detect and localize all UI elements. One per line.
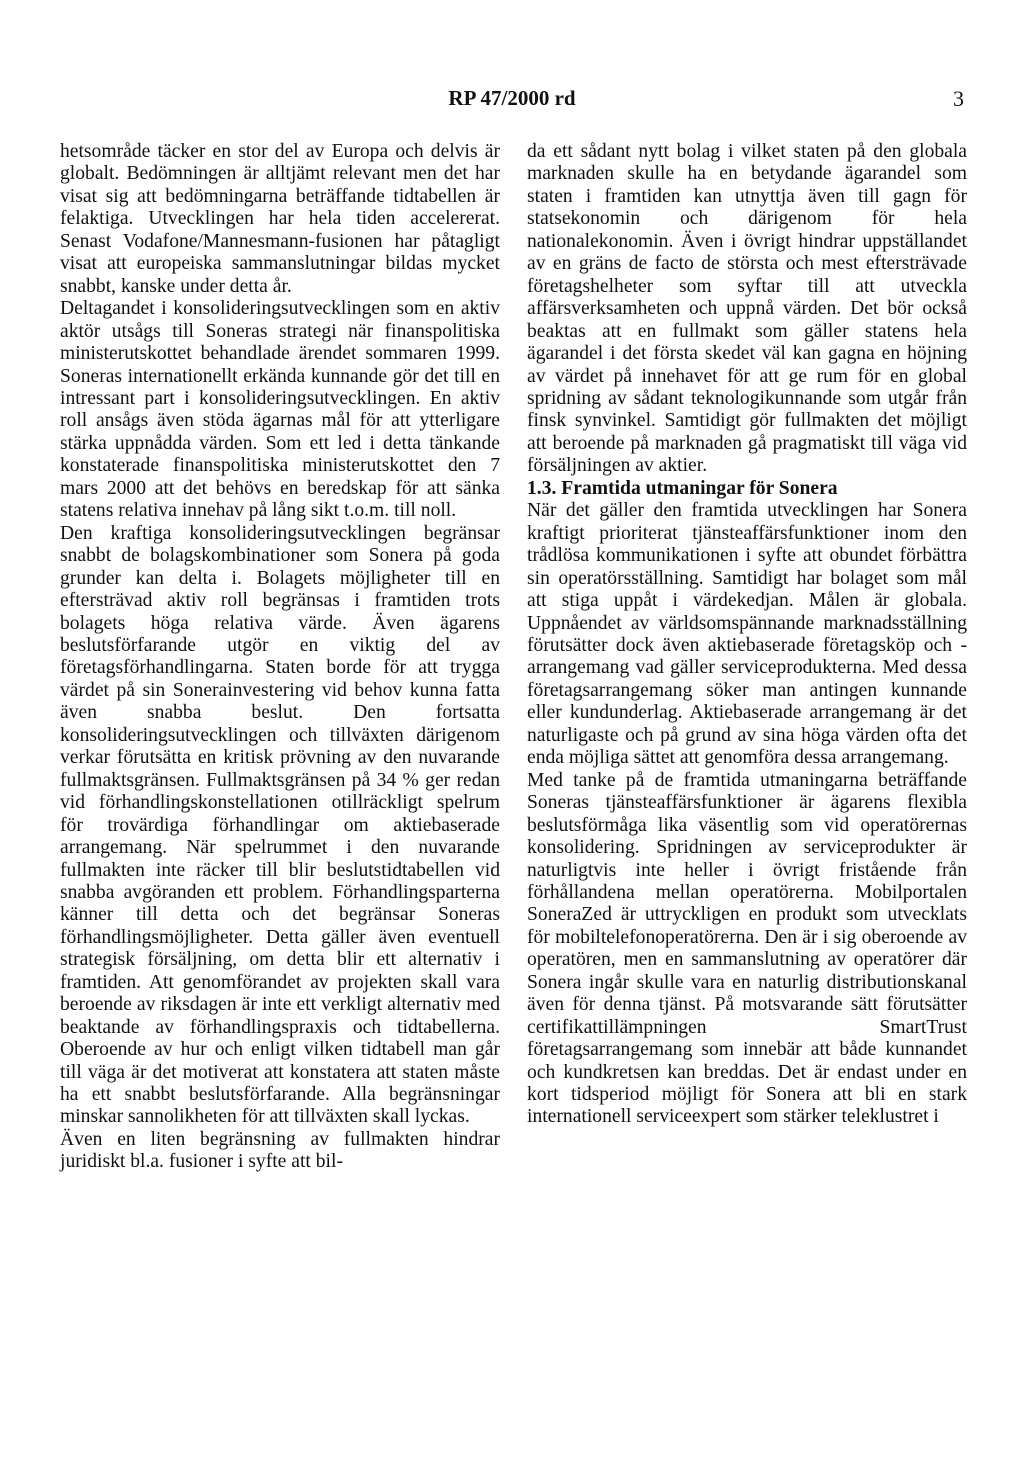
left-paragraph-4: Även en liten begränsning av fullmakten hindrar juridiskt bl.a. fusioner i syfte att bil- [60,1128,500,1173]
right-paragraph-2: När det gäller den framtida utvecklingen har Sonera kraftigt prioriterat tjänsteaffärsfunktioner inom den trådlösa kommunikationen i syfte att obundet förbättra sin operatörsställning. Samtidigt har bolaget som mål att stiga uppåt i värdekedjan. Målen är globala. Uppnåendet av världsomspännande marknadsställning förutsätter dock även aktiebaserade företagsköp och -arrangemang vad gäller serviceprodukterna. Med dessa företagsarrangemang söker man antingen kunnande eller kundunderlag. Aktiebaserade arrangemang är det naturligaste och på grund av sina höga värden ofta det enda möjliga sättet att genomföra dessa arrangemang. [527,500,967,769]
document-reference: RP 47/2000 rd [448,86,576,110]
page-number: 3 [953,86,964,111]
right-paragraph-1: da ett sådant nytt bolag i vilket staten på den globala marknaden skulle ha en betydande ägarandel som staten i framtiden kan utnyttja även till gagn för statsekonomin och därigenom för hela nationalekonomin. Även i övrigt hindrar uppställandet av en gräns de facto de största och mest eftersträvade företagshelheter som syftar till att utveckla affärsverksamheten och uppnå värden. Det bör också beaktas att en fullmakt som gäller statens hela ägarandel i det första skedet väl kan gagna en höjning av värdet på innehavet för att ge rum för en global spridning av sådant teknologikunnande som utgår från finsk synvinkel. Samtidigt gör fullmakten det möjligt att beroende på marknaden gå pragmatiskt till väga vid försäljningen av aktier. [527,141,967,477]
section-heading: 1.3. Framtida utmaningar för Sonera [527,477,838,499]
left-paragraph-2: Deltagandet i konsolideringsutvecklingen som en aktiv aktör utsågs till Soneras strategi när finanspolitiska ministerutskottet behandlade ärendet sommaren 1999. Soneras internationellt erkända kunnande gör det till en intressant part i konsolideringsutvecklingen. En aktiv roll ansågs även stöda ägarnas mål för att ytterligare stärka uppnådda värden. Som ett led i detta tänkande konstaterade finanspolitiska ministerutskottet den 7 mars 2000 att det behövs en beredskap för att sänka statens relativa innehav på lång sikt t.o.m. till noll. [60,298,500,522]
right-paragraph-3: Med tanke på de framtida utmaningarna beträffande Soneras tjänsteaffärsfunktioner är ägarens flexibla beslutsförmåga lika väsentlig som vid operatörernas konsolidering. Spridningen av serviceprodukter är naturligtvis inte heller i övrigt fristående från förhållandena mellan operatörerna. Mobilportalen SoneraZed är uttryckligen en produkt som utvecklats för mobiltelefonoperatörerna. Den är i sig oberoende av operatören, men en sammanslutning av operatörer där Sonera ingår skulle vara en naturlig distributionskanal även för denna tjänst. På motsvarande sätt förutsätter certifikattillämpningen SmartTrust företagsarrangemang som innebär att både kunnandet och kundkretsen kan breddas. Det är endast under en kort tidsperiod möjligt för Sonera att bli en stark internationell serviceexpert som stärker teleklustret i [527,769,967,1128]
left-column [60,141,500,1174]
left-paragraph-3: Den kraftiga konsolideringsutvecklingen begränsar snabbt de bolagskombinationer som Sonera på goda grunder kan delta i. Bolagets möjligheter till en eftersträvad aktiv roll begränsas i framtiden trots bolagets höga relativa värde. Även ägarens beslutsförfarande utgör en viktig del av företagsförhandlingarna. Staten borde för att trygga värdet på sin Sonerainvestering vid behov kunna fatta även snabba beslut. Den fortsatta konsolideringsutvecklingen och tillväxten därigenom verkar förutsätta en kritisk prövning av den nuvarande fullmaktsgränsen. Fullmaktsgränsen på 34 % ger redan vid förhandlingskonstellationen otillräckligt spelrum för trovärdiga förhandlingar om aktiebaserade arrangemang. När spelrummet i den nuvarande fullmakten inte räcker till blir beslutstidtabellen vid snabba avgöranden ett problem. Förhandlingsparterna känner till detta och det begränsar Soneras förhandlingsmöjligheter. Detta gäller även eventuell strategisk försäljning, om detta blir ett alternativ i framtiden. Att genomförandet av projekten skall vara beroende av riksdagen är inte ett verkligt alternativ med beaktande av förhandlingspraxis och tidtabellerna. Oberoende av hur och enligt vilken tidtabell man går till väga är det motiverat att konstatera att staten måste ha ett snabbt beslutsförfarande. Alla begränsningar minskar sannolikheten för att tillväxten skall lyckas. [60,522,500,1128]
left-paragraph-1: hetsområde täcker en stor del av Europa och delvis är globalt. Bedömningen är alltjämt relevant men det har visat sig att bedömningarna beträffande tidtabellen är felaktiga. Utvecklingen har hela tiden accelererat. Senast Vodafone/Mannesmann-fusionen har påtagligt visat att europeiska sammanslutningar bildas mycket snabbt, kanske under detta år. [60,141,500,297]
page-header [0,84,1024,114]
right-column [527,141,967,1129]
